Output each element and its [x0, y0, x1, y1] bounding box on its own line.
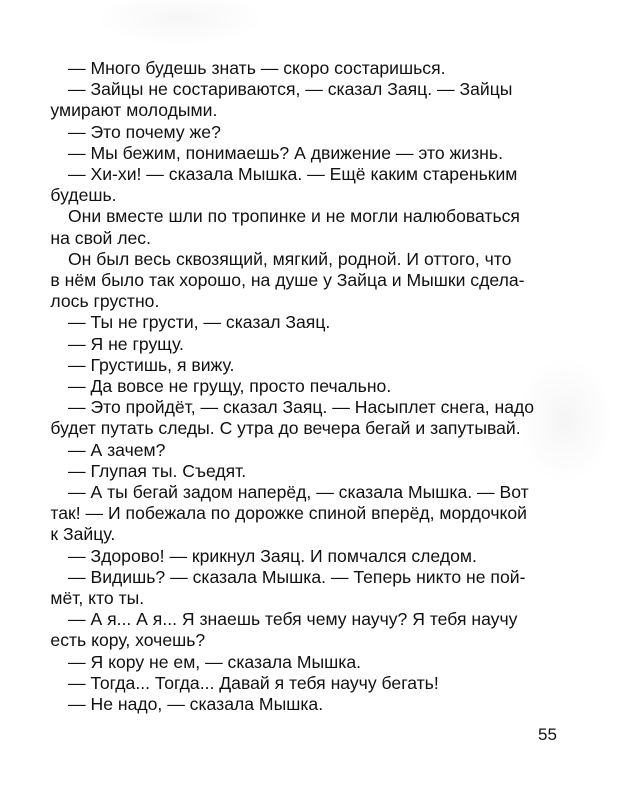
text-line: — Это почему же? — [68, 121, 221, 142]
paragraph — [68, 652, 568, 673]
page-number: 55 — [538, 725, 557, 744]
text-line: Он был весь сквозящий, мягкий, родной. И оттого, что — [68, 248, 512, 269]
paragraph — [68, 355, 568, 376]
paragraph — [50, 566, 568, 609]
story-text — [50, 58, 568, 715]
paragraph — [68, 694, 568, 715]
paragraph — [50, 397, 568, 439]
text-line: — Мы бежим, понимаешь? А движение — это жизнь. — [68, 142, 503, 163]
paragraph — [50, 206, 568, 248]
paragraph — [68, 546, 568, 567]
text-line: — Зайцы не состариваются, — сказал Заяц. — Зайцы — [68, 79, 513, 100]
paragraph — [50, 79, 568, 121]
text-line: — Это пройдёт, — сказал Заяц. — Насыплет снега, надо — [68, 397, 535, 418]
text-line: — Много будешь знать — скоро состаришься. — [68, 58, 446, 78]
text-line: — А зачем? — [68, 439, 166, 460]
text-line: — Грустишь, я вижу. — [68, 354, 235, 375]
text-line: мёт, кто ты. — [50, 588, 145, 609]
text-line: — Я не грущу. — [68, 333, 184, 354]
text-line: к Зайцу. — [50, 524, 116, 545]
text-line: есть кору, хочешь? — [50, 630, 206, 651]
text-line: — Ты не грусти, — сказал Заяц. — [68, 312, 331, 333]
paragraph — [50, 609, 568, 651]
paragraph — [68, 143, 568, 164]
text-line: будет путать следы. С утра до вечера бегай и запутывай. — [50, 418, 521, 439]
text-line: — Да вовсе не грущу, просто печально. — [68, 376, 392, 397]
paragraph — [50, 164, 568, 206]
paragraph — [68, 461, 568, 482]
paragraph — [68, 376, 568, 397]
text-line: — Я кору не ем, — сказала Мышка. — [68, 651, 361, 672]
text-line: будешь. — [50, 185, 117, 206]
text-line: — Тогда... Тогда... Давай я тебя научу бегать! — [68, 672, 439, 693]
text-line: — Видишь? — сказала Мышка. — Теперь никто не пой- — [68, 566, 526, 587]
text-line: лось грустно. — [50, 291, 160, 312]
text-line: так! — И побежала по дорожке спиной вперёд, мордочкой — [50, 503, 528, 524]
paragraph — [50, 248, 568, 313]
text-line: — Хи-хи! — сказала Мышка. — Ещё каким стареньким — [68, 164, 518, 185]
text-line: — Глупая ты. Съедят. — [68, 460, 247, 481]
text-line: умирают молодыми. — [50, 100, 218, 121]
text-line: в нём было так хорошо, на душе у Зайца и Мышки сдела- — [50, 270, 525, 291]
paragraph — [68, 312, 568, 333]
paragraph — [50, 482, 568, 546]
text-line: — Здорово! — крикнул Заяц. И помчался следом. — [68, 545, 477, 566]
paragraph — [68, 334, 568, 355]
paragraph — [68, 122, 568, 143]
text-line: на свой лес. — [50, 227, 151, 248]
paragraph — [68, 440, 568, 461]
paragraph — [68, 673, 568, 694]
text-line: — А ты бегай задом наперёд, — сказала Мышка. — Вот — [68, 482, 529, 503]
text-line: — Не надо, — сказала Мышка. — [68, 694, 324, 715]
text-line: — А я... А я... Я знаешь тебя чему научу? Я тебя научу — [68, 609, 518, 630]
paragraph — [68, 58, 568, 79]
text-line: Они вместе шли по тропинке и не могли налюбоваться — [68, 206, 520, 227]
